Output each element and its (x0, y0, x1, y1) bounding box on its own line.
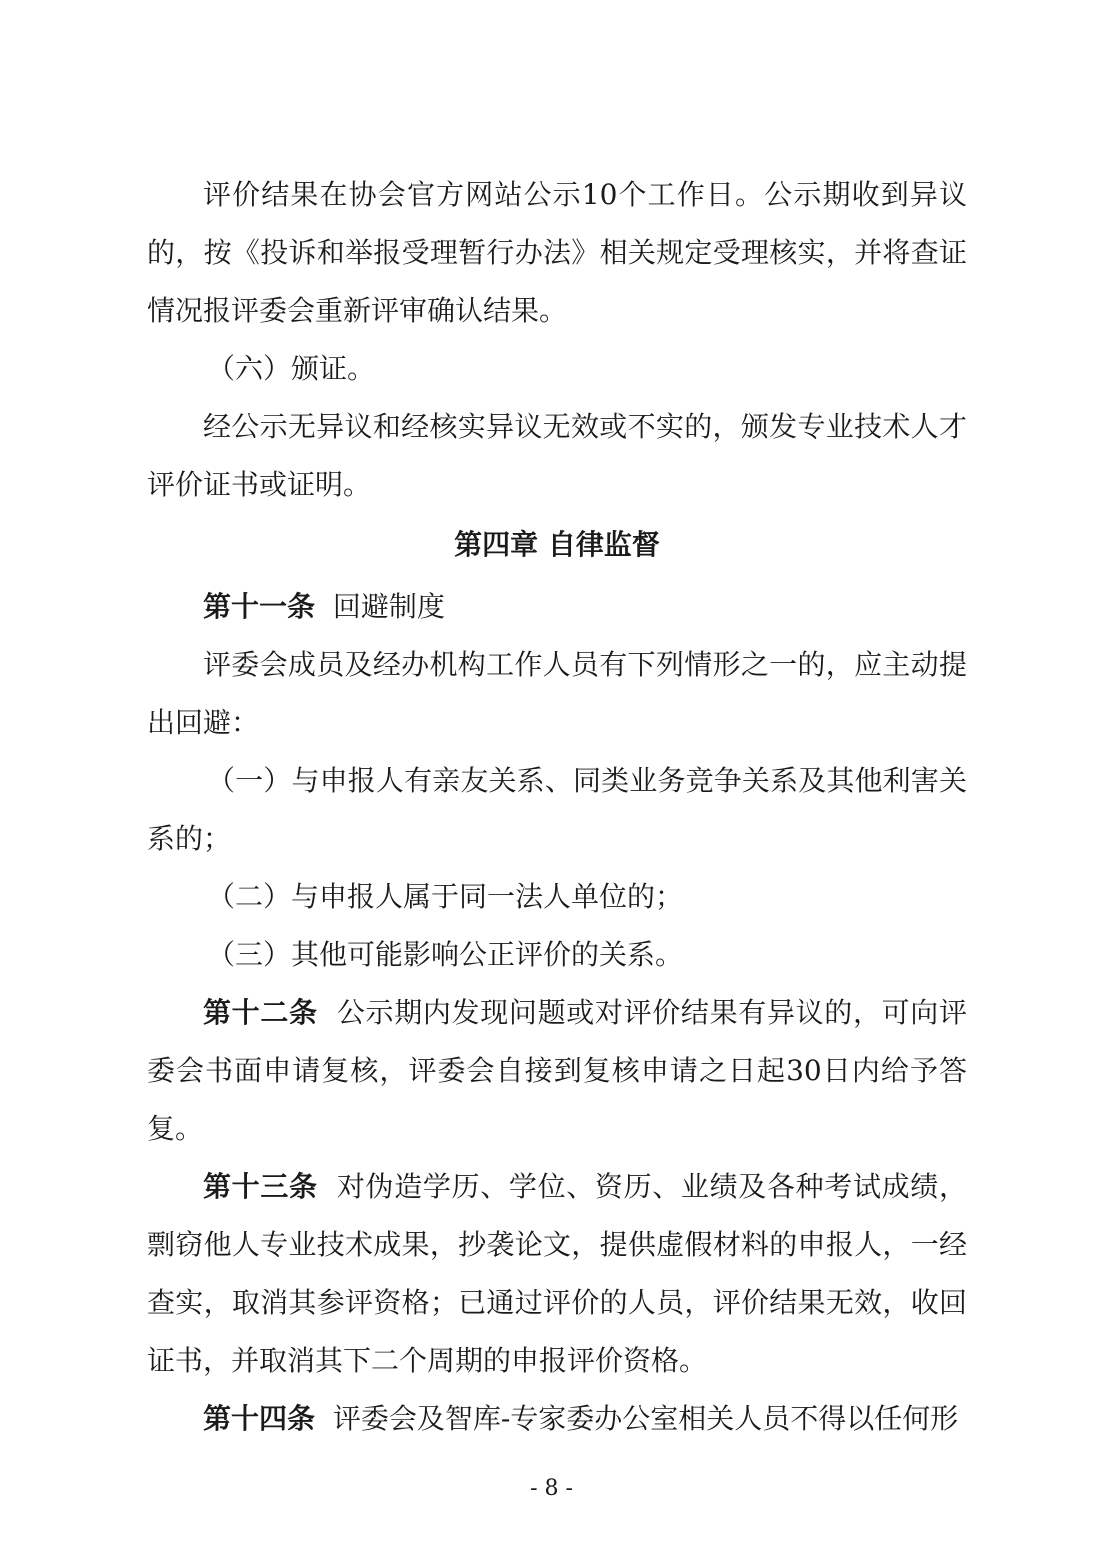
article-11-item-1: （一）与申报人有亲友关系、同类业务竞争关系及其他利害关系的； (147, 764, 967, 855)
article-11-number: 第十一条 (203, 590, 316, 623)
article-14 (147, 1390, 967, 1448)
paragraph-certification: 经公示无异议和经核实异议无效或不实的，颁发专业技术人才评价证书或证明。 (147, 410, 967, 501)
page-number: - 8 - (530, 1476, 573, 1501)
article-14-body: 评委会及智库-专家委办公室相关人员不得以任何形 (332, 1402, 959, 1435)
chapter-title: 第四章 自律监督 (454, 528, 660, 561)
article-11-heading (147, 578, 967, 636)
paragraph-publicity: 评价结果在协会官方网站公示10个工作日。公示期收到异议的，按《投诉和举报受理暂行办法》相关规定受理核实，并将查证情况报评委会重新评审确认结果。 (147, 178, 967, 327)
article-13 (147, 1158, 967, 1390)
article-11-item-3: （三）其他可能影响公正评价的关系。 (207, 938, 684, 971)
article-12-number: 第十二条 (203, 996, 318, 1029)
article-12 (147, 984, 967, 1158)
article-12-body: 公示期内发现问题或对评价结果有异议的，可向评委会书面申请复核，评委会自接到复核申请之日起30日内给予答复。 (147, 996, 967, 1145)
paragraph-certification-heading: （六）颁证。 (207, 352, 376, 385)
article-11-item-2: （二）与申报人属于同一法人单位的； (207, 880, 684, 913)
document-body (147, 166, 967, 1448)
article-13-number: 第十三条 (203, 1170, 318, 1203)
article-11-intro: 评委会成员及经办机构工作人员有下列情形之一的，应主动提出回避： (147, 648, 967, 739)
article-14-number: 第十四条 (203, 1402, 316, 1435)
article-13-body: 对伪造学历、学位、资历、业绩及各种考试成绩，剽窃他人专业技术成果，抄袭论文，提供虚假材料的申报人，一经查实，取消其参评资格；已通过评价的人员，评价结果无效，收回证书，并取消其下二个周期的申报评价资格。 (147, 1170, 967, 1377)
article-11-title: 回避制度 (332, 590, 445, 623)
